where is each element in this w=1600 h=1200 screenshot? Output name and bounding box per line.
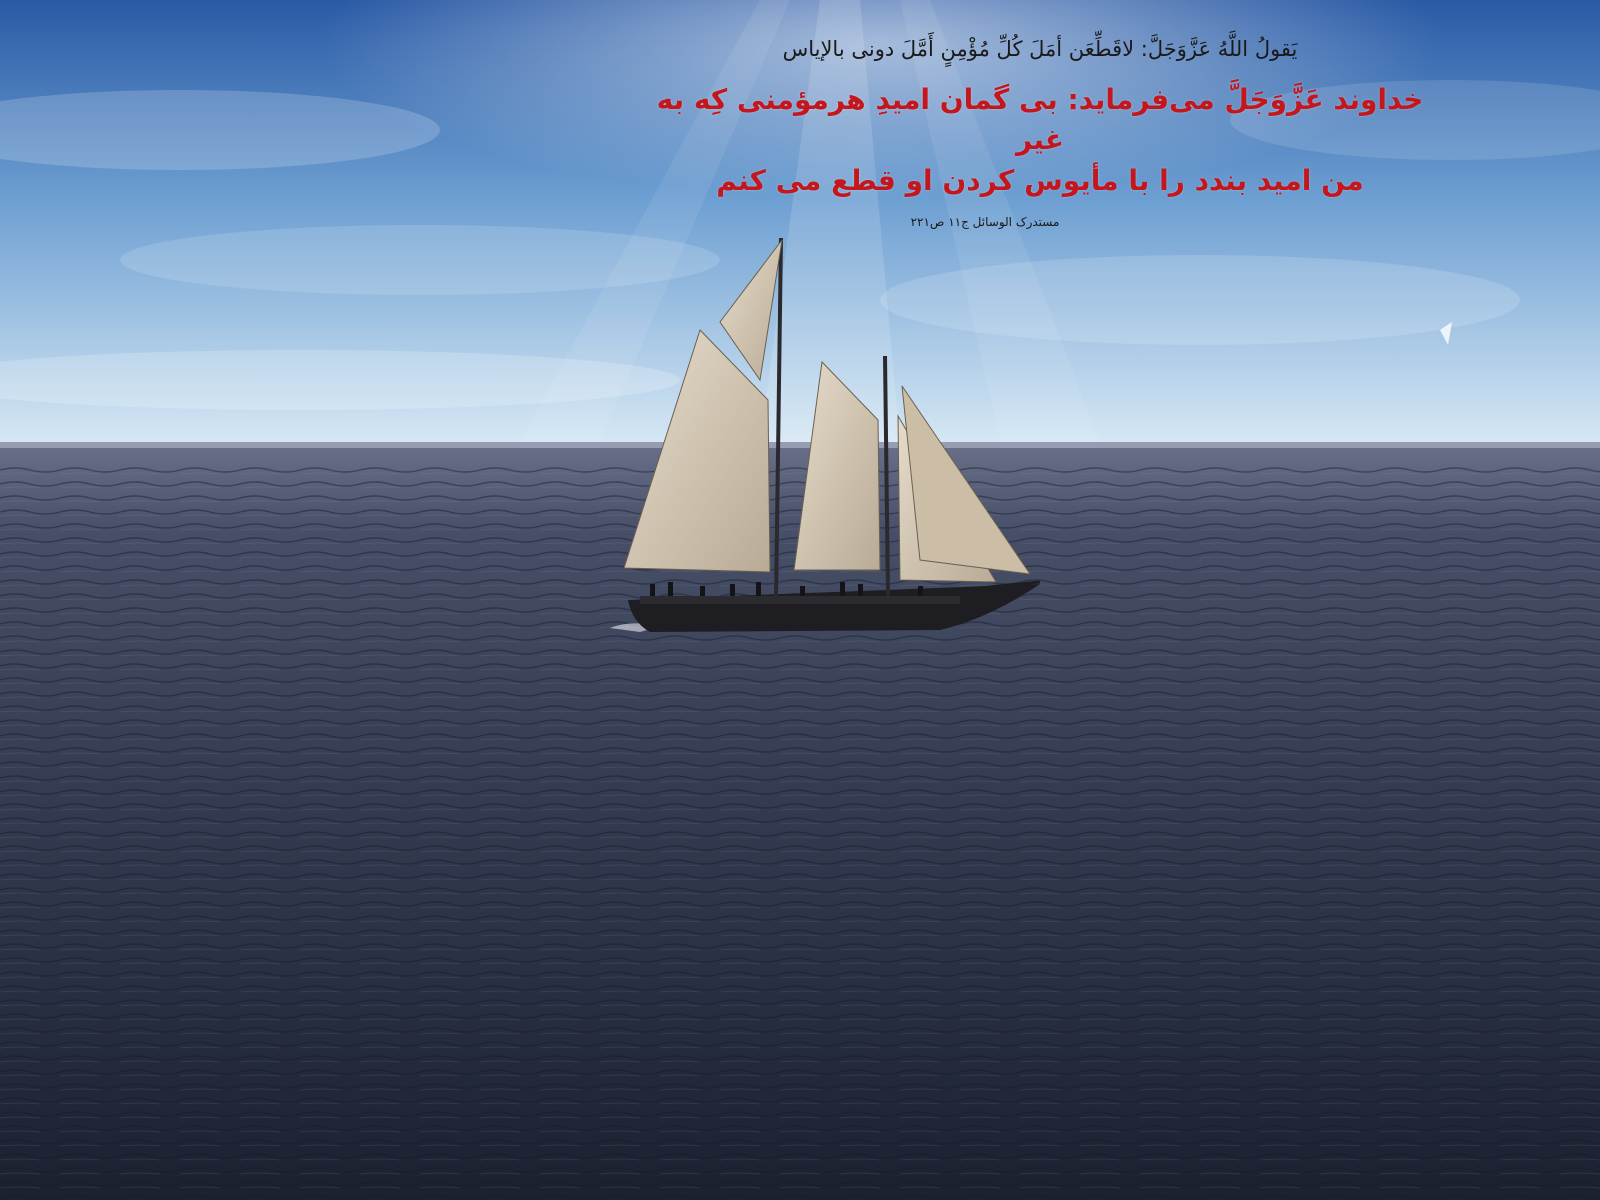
arabic-hadith-text: يَقولُ اللَّهُ عَزَّوَجَلَّ: لاقَطِّعَن أمَلَ كُلِّ مُؤْمِنٍ أَمَّلَ دونى بالإياس <box>782 37 1298 61</box>
persian-translation-line-2: من امید بندد را با مأیوس کردن او قطع می کنم <box>716 163 1364 197</box>
source-citation: مستدرک الوسائل ج۱۱ ص۲۲۱ <box>910 215 1060 230</box>
quote-block <box>640 34 1440 229</box>
persian-translation-line-1: خداوند عَزَّوَجَلَّ می‌فرماید: بی گمان امیدِ هرمؤمنی کِه به غیر <box>656 82 1424 157</box>
